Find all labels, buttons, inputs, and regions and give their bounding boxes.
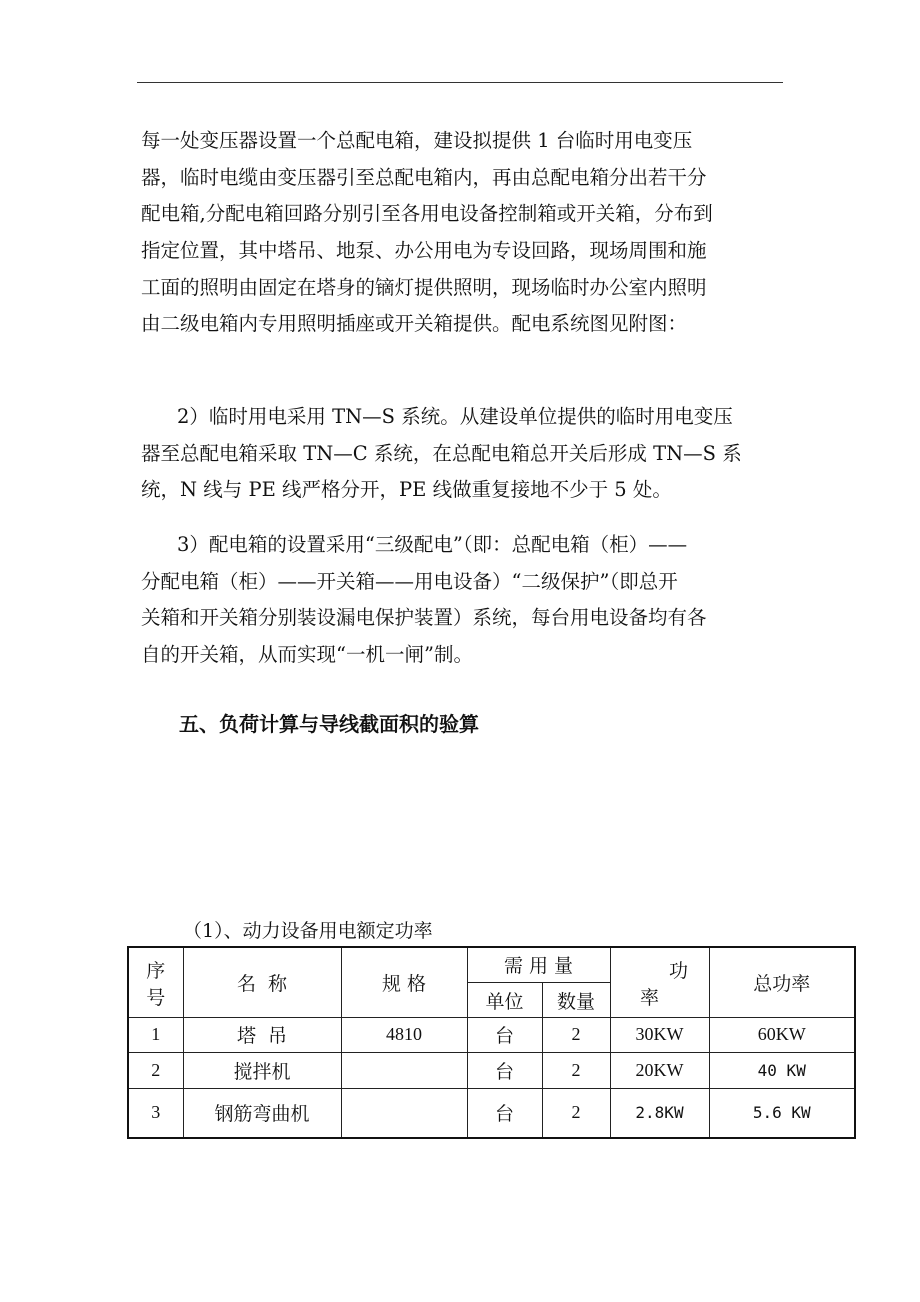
cell-seq: 2	[128, 1052, 183, 1088]
header-rule	[137, 82, 783, 83]
header-power	[610, 947, 709, 1018]
paragraph-line: 关箱和开关箱分别装设漏电保护装置）系统，每台用电设备均有各	[141, 606, 707, 630]
cell-spec	[341, 1052, 467, 1088]
header-qty: 数量	[542, 982, 610, 1017]
table-row	[128, 1018, 855, 1052]
paragraph-line: 工面的照明由固定在塔身的镝灯提供照明，现场临时办公室内照明	[141, 275, 707, 299]
paragraph-line: 2）临时用电采用 TN—S 系统。从建设单位提供的临时用电变压	[177, 405, 733, 428]
cell-qty: 2	[542, 1018, 610, 1052]
paragraph-1	[141, 123, 781, 343]
header-demand: 需 用 量	[467, 947, 610, 982]
cell-total: 60KW	[709, 1018, 855, 1052]
paragraph-2	[141, 399, 781, 509]
header-spec: 规 格	[341, 947, 467, 1018]
cell-spec	[341, 1088, 467, 1138]
paragraph-line: 分配电箱（柜）——开关箱——用电设备）“二级保护”（即总开	[141, 569, 678, 593]
paragraph-line: 器至总配电箱采取 TN—C 系统，在总配电箱总开关后形成 TN—S 系	[141, 441, 742, 465]
section-heading: 五、负荷计算与导线截面积的验算	[179, 712, 479, 736]
cell-seq: 1	[128, 1018, 183, 1052]
cell-qty: 2	[542, 1052, 610, 1088]
cell-unit: 台	[467, 1088, 542, 1138]
cell-power: 20KW	[610, 1052, 709, 1088]
cell-name: 塔 吊	[183, 1018, 341, 1052]
cell-name: 钢筋弯曲机	[183, 1088, 341, 1138]
cell-total: 40 KW	[709, 1052, 855, 1088]
cell-seq: 3	[128, 1088, 183, 1138]
table-caption: （1）、动力设备用电额定功率	[183, 920, 433, 942]
cell-unit: 台	[467, 1052, 542, 1088]
header-seq-line2: 号	[146, 986, 166, 1009]
header-seq-line1: 序	[146, 959, 166, 982]
header-power-line1: 功	[668, 959, 688, 982]
paragraph-line: 由二级电箱内专用照明插座或开关箱提供。配电系统图见附图：	[141, 312, 688, 336]
header-name: 名 称	[183, 947, 341, 1018]
paragraph-line: 自的开关箱，从而实现“一机一闸”制。	[141, 643, 473, 667]
header-unit: 单位	[467, 982, 542, 1017]
power-table	[127, 946, 856, 1139]
table-row	[128, 1088, 855, 1138]
header-seq	[128, 947, 183, 1018]
paragraph-line: 统，N 线与 PE 线严格分开，PE 线做重复接地不少于 5 处。	[141, 478, 672, 502]
cell-unit: 台	[467, 1018, 542, 1052]
paragraph-line: 3）配电箱的设置采用“三级配电”（即：总配电箱（柜）——	[177, 533, 688, 556]
header-total: 总功率	[709, 947, 855, 1018]
cell-power: 30KW	[610, 1018, 709, 1052]
header-power-line2: 率	[639, 986, 659, 1009]
paragraph-line: 每一处变压器设置一个总配电箱，建设拟提供 1 台临时用电变压	[141, 129, 693, 152]
cell-power: 2.8KW	[610, 1088, 709, 1138]
paragraph-line: 指定位置，其中塔吊、地泵、办公用电为专设回路，现场周围和施	[141, 239, 707, 263]
cell-spec: 4810	[341, 1018, 467, 1052]
cell-total: 5.6 KW	[709, 1088, 855, 1138]
paragraph-line: 器，临时电缆由变压器引至总配电箱内，再由总配电箱分出若干分	[141, 165, 707, 189]
cell-qty: 2	[542, 1088, 610, 1138]
table-row	[128, 1052, 855, 1088]
paragraph-line: 配电箱,分配电箱回路分别引至各用电设备控制箱或开关箱，分布到	[141, 202, 713, 226]
paragraph-3	[141, 527, 781, 674]
cell-name: 搅拌机	[183, 1052, 341, 1088]
